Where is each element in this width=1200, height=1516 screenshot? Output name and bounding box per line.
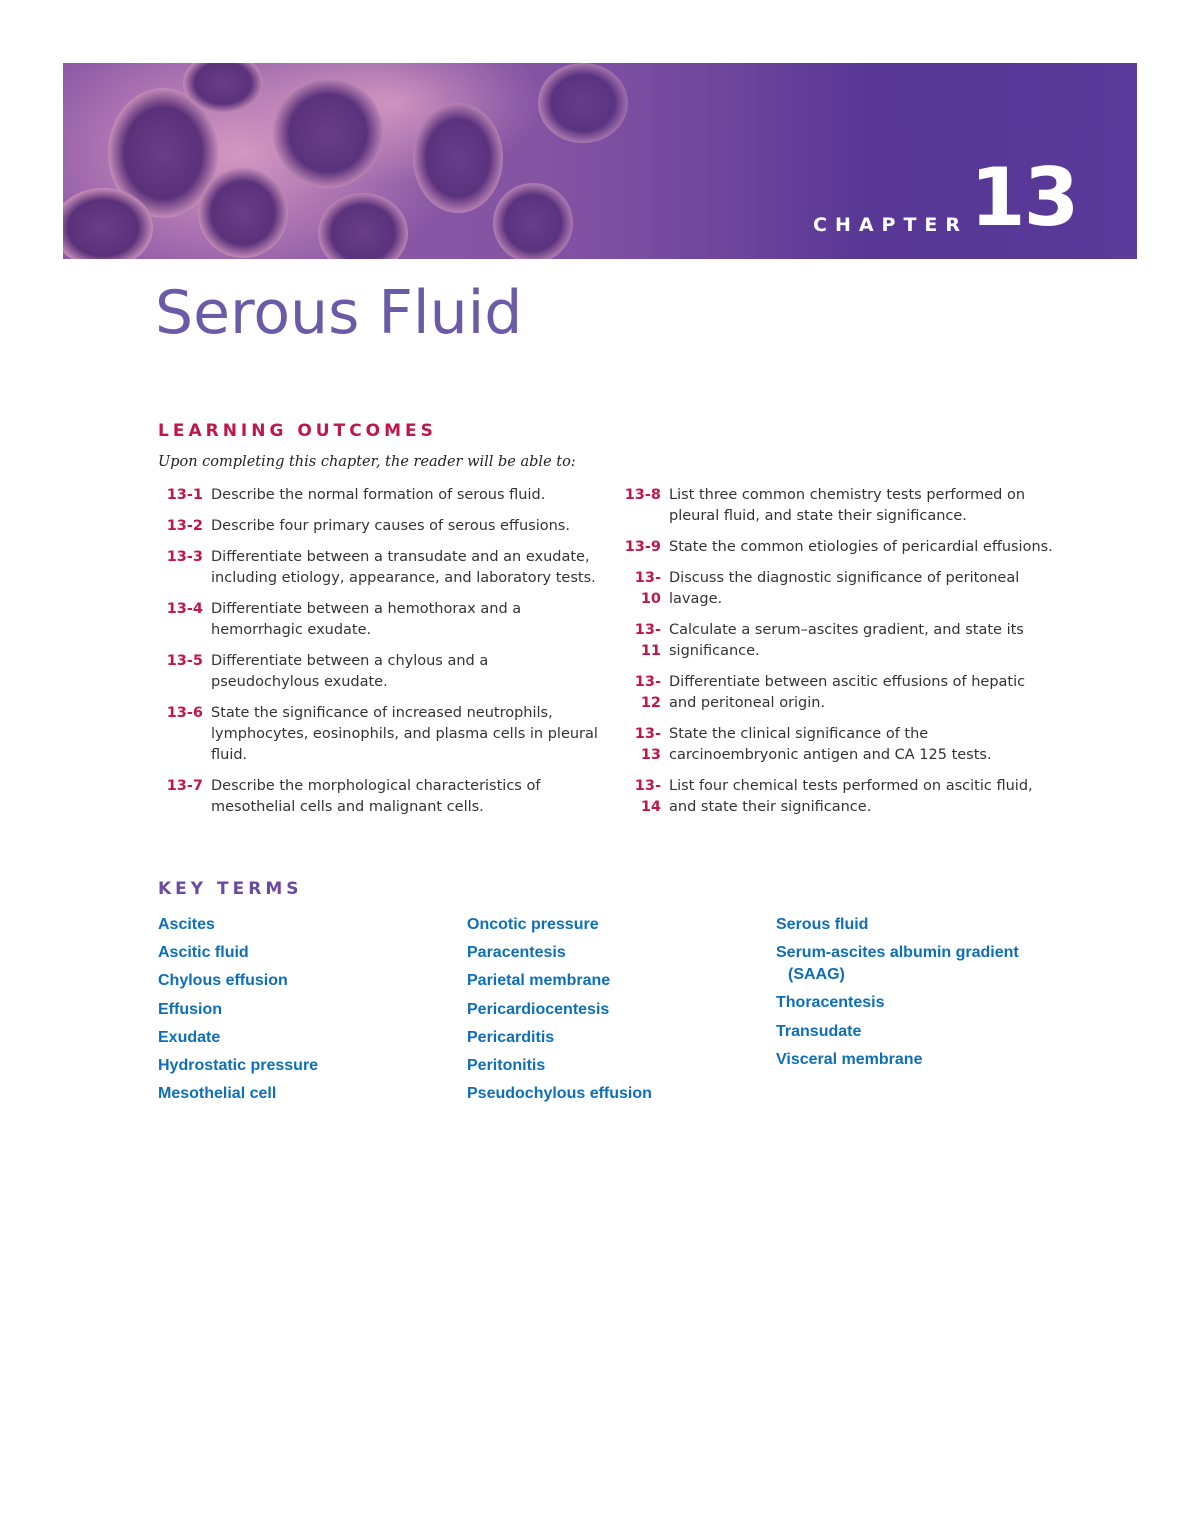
outcome-number: 13-6	[166, 705, 203, 721]
key-term: Hydrostatic pressure	[158, 1056, 319, 1074]
key-term-saag-line2: (SAAG)	[788, 966, 845, 984]
outcome-number: 13-5	[166, 653, 203, 669]
outcome-item	[616, 776, 1056, 818]
outcome-number: 13-7	[166, 778, 203, 794]
outcome-text: Differentiate between ascitic effusions of hepatic and peritoneal origin.	[669, 674, 1026, 711]
outcome-item	[158, 485, 598, 506]
key-terms-column-2	[467, 914, 767, 1111]
outcome-number: 13-3	[166, 549, 203, 565]
outcome-item	[158, 516, 598, 537]
outcome-text: State the clinical significance of the carcinoembryonic antigen and CA 125 tests.	[669, 726, 992, 763]
outcome-number: 13-8	[624, 487, 661, 503]
outcome-text: Describe four primary causes of serous effusions.	[211, 518, 570, 534]
outcome-text: List three common chemistry tests performed on pleural fluid, and state their significance.	[669, 487, 1026, 524]
outcome-text: Describe the normal formation of serous fluid.	[211, 487, 546, 503]
key-term: Chylous effusion	[158, 972, 288, 990]
outcome-text: Discuss the diagnostic significance of peritoneal lavage.	[669, 570, 1020, 607]
outcome-text: State the common etiologies of pericardial effusions.	[669, 539, 1053, 555]
key-term: Paracentesis	[467, 944, 566, 962]
outcomes-right-column	[616, 485, 1056, 828]
outcome-number: 13-4	[166, 601, 203, 617]
outcome-item	[616, 620, 1056, 662]
outcome-text: List four chemical tests performed on ascitic fluid, and state their significance.	[669, 778, 1033, 815]
key-term: Transudate	[776, 1022, 862, 1040]
outcome-number: 13-12	[634, 674, 661, 711]
key-term-saag-line1: Serum-ascites albumin gradient	[776, 944, 1019, 962]
key-term: Visceral membrane	[776, 1050, 923, 1068]
outcome-number: 13-9	[624, 539, 661, 555]
outcome-item	[616, 568, 1056, 610]
outcome-item	[158, 776, 598, 818]
outcome-text: Calculate a serum–ascites gradient, and state its significance.	[669, 622, 1024, 659]
key-term: Pericarditis	[467, 1028, 555, 1046]
learning-outcomes-intro: Upon completing this chapter, the reader will be able to:	[158, 454, 576, 470]
outcome-text: Describe the morphological characteristics of mesothelial cells and malignant cells.	[211, 778, 541, 815]
outcome-number: 13-14	[634, 778, 661, 815]
outcome-item	[158, 651, 598, 693]
key-terms-column-1	[158, 914, 458, 1111]
outcome-number: 13-2	[166, 518, 203, 534]
outcome-number: 13-13	[634, 726, 661, 763]
outcome-item	[616, 724, 1056, 766]
key-term: Pericardiocentesis	[467, 1000, 610, 1018]
key-term: Effusion	[158, 1000, 222, 1018]
outcome-number: 13-1	[166, 487, 203, 503]
outcome-text: State the significance of increased neutrophils, lymphocytes, eosinophils, and plasma cells in pleural fluid.	[211, 705, 598, 763]
key-term: Serous fluid	[776, 916, 869, 933]
key-term: Ascites	[158, 916, 215, 933]
key-term: Exudate	[158, 1028, 221, 1046]
key-term-saag	[776, 942, 1076, 986]
outcome-text: Differentiate between a hemothorax and a hemorrhagic exudate.	[211, 601, 522, 638]
outcome-text: Differentiate between a transudate and an exudate, including etiology, appearance, and laboratory tests.	[211, 549, 596, 586]
outcome-text: Differentiate between a chylous and a pseudochylous exudate.	[211, 653, 489, 690]
key-term: Pseudochylous effusion	[467, 1085, 652, 1103]
key-term: Peritonitis	[467, 1056, 546, 1074]
key-term: Oncotic pressure	[467, 916, 599, 933]
key-term: Ascitic fluid	[158, 944, 249, 962]
key-term: Mesothelial cell	[158, 1085, 277, 1103]
outcomes-left-column	[158, 485, 598, 828]
key-term: Parietal membrane	[467, 972, 611, 990]
chapter-label: CHAPTER	[813, 214, 969, 236]
outcome-item	[158, 599, 598, 641]
chapter-number: 13	[970, 151, 1078, 244]
key-terms-heading: KEY TERMS	[158, 879, 303, 899]
key-terms-column-3	[776, 914, 1076, 1077]
learning-outcomes-heading: LEARNING OUTCOMES	[158, 421, 437, 441]
outcome-item	[158, 703, 598, 766]
outcome-item	[616, 537, 1056, 558]
key-term: Thoracentesis	[776, 994, 885, 1012]
outcome-item	[616, 485, 1056, 527]
outcome-number: 13-10	[634, 570, 661, 607]
outcome-number: 13-11	[634, 622, 661, 659]
outcome-item	[158, 547, 598, 589]
page-title: Serous Fluid	[155, 278, 523, 348]
outcome-item	[616, 672, 1056, 714]
